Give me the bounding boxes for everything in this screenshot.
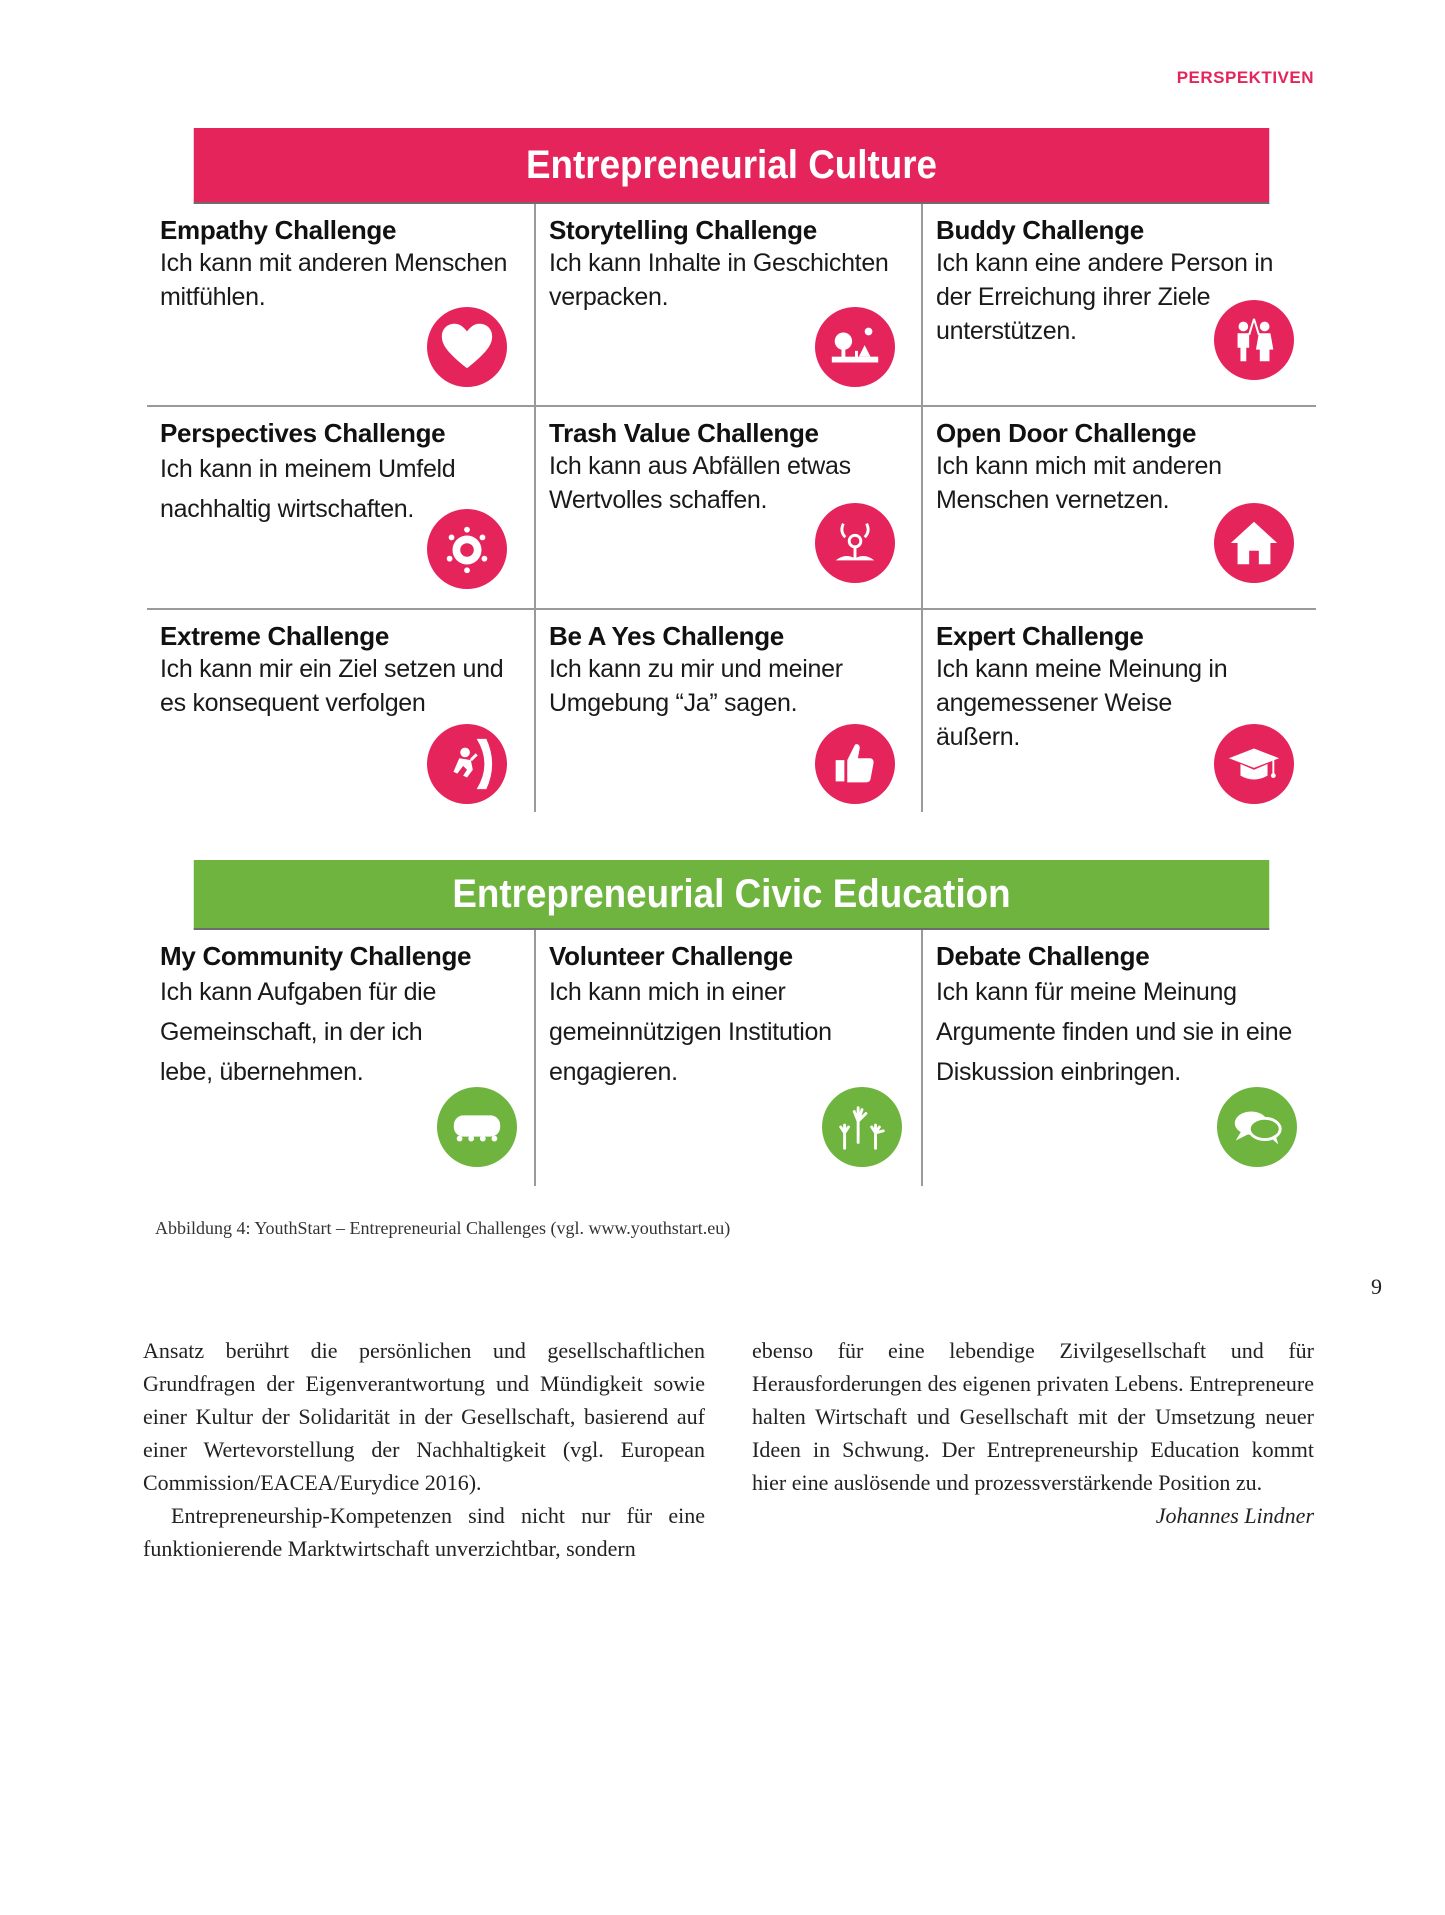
challenge-title: Volunteer Challenge [549,941,793,971]
thumbs-up-icon [815,724,895,804]
challenge-text: Ich kann Aufgaben für die Gemeinschaft, in der ich lebe, übernehmen. [160,978,437,1086]
climber-icon [427,724,507,804]
culture-grid [147,204,1316,812]
challenge-title: Open Door Challenge [936,418,1197,448]
challenge-text: Ich kann für meine Meinung Argumente finden und sie in eine Diskussion einbringen. [936,978,1292,1086]
challenge-text: Ich kann zu mir und meiner Umgebung “Ja” sagen. [549,655,843,717]
challenge-title: Extreme Challenge [160,621,389,651]
author-signature: Johannes Lindner [1155,1503,1314,1528]
page-number: 9 [1371,1274,1382,1299]
challenge-text: Ich kann mich in einer gemeinnützigen Institution engagieren. [549,978,832,1086]
recycle-flower-icon [815,503,895,583]
challenge-title: Buddy Challenge [936,215,1144,245]
paragraph: Ansatz berührt die persönlichen und gesellschaftlichen Grundfragen der Eigenverantwortung und Mündigkeit sowie einer Kultur der Solidarität in der Gesellschaft, basierend auf einer Wertevorstellung der Nachhaltigkeit (vgl. European Commission/EACEA/Eurydice 2016). [143,1338,705,1495]
challenge-title: Expert Challenge [936,621,1144,651]
civic-header: Entrepreneurial Civic Education [194,860,1269,930]
challenge-text: Ich kann aus Abfällen etwas Wertvolles schaffen. [549,452,851,514]
challenge-title: Debate Challenge [936,941,1150,971]
table-icon [437,1087,517,1167]
challenge-text: Ich kann in meinem Umfeld nachhaltig wirtschaften. [160,455,456,523]
challenge-title: Trash Value Challenge [549,418,819,448]
challenge-text: Ich kann meine Meinung in angemessener Weise äußern. [936,655,1228,751]
house-icon [1214,503,1294,583]
challenge-title: Empathy Challenge [160,215,397,245]
speech-bubbles-icon [1217,1087,1297,1167]
section-tag: PERSPEKTIVEN [1176,68,1314,87]
graduation-cap-icon [1214,724,1294,804]
body-column-right [752,1334,1314,1532]
heart-icon [427,307,507,387]
challenge-text: Ich kann mich mit anderen Menschen vernetzen. [936,452,1222,514]
challenge-text: Ich kann Inhalte in Geschichten verpacken. [549,249,889,311]
challenge-text: Ich kann mir ein Ziel setzen und es konsequent verfolgen [160,655,504,717]
story-landscape-icon [815,307,895,387]
challenge-title: Be A Yes Challenge [549,621,784,651]
challenge-title: Storytelling Challenge [549,215,817,245]
body-column-left [143,1334,705,1565]
challenge-text: Ich kann eine andere Person in der Erreichung ihrer Ziele unterstützen. [936,249,1274,345]
paragraph: ebenso für eine lebendige Zivilgesellschaft und für Herausforderungen des eigenen privaten Lebens. Entrepreneure halten Wirtschaft und Gesellschaft mit der Umsetzung neuer Ideen in Schwung. Der Entrepreneurship Education kommt hier eine auslösende und prozessverstärkende Position zu. [752,1338,1314,1495]
civic-grid [147,930,1316,1186]
raised-hands-icon [822,1087,902,1167]
paragraph: Entrepreneurship-Kompetenzen sind nicht nur für eine funktionierende Marktwirtschaft unverzichtbar, sondern [143,1503,705,1561]
challenge-title: My Community Challenge [160,941,472,971]
challenge-title: Perspectives Challenge [160,418,446,448]
high-five-icon [1214,300,1294,380]
culture-header: Entrepreneurial Culture [194,128,1269,204]
globe-icon [427,509,507,589]
challenge-text: Ich kann mit anderen Menschen mitfühlen. [160,249,508,311]
figure-caption: Abbildung 4: YouthStart – Entrepreneurial Challenges (vgl. www.youthstart.eu) [155,1218,731,1238]
